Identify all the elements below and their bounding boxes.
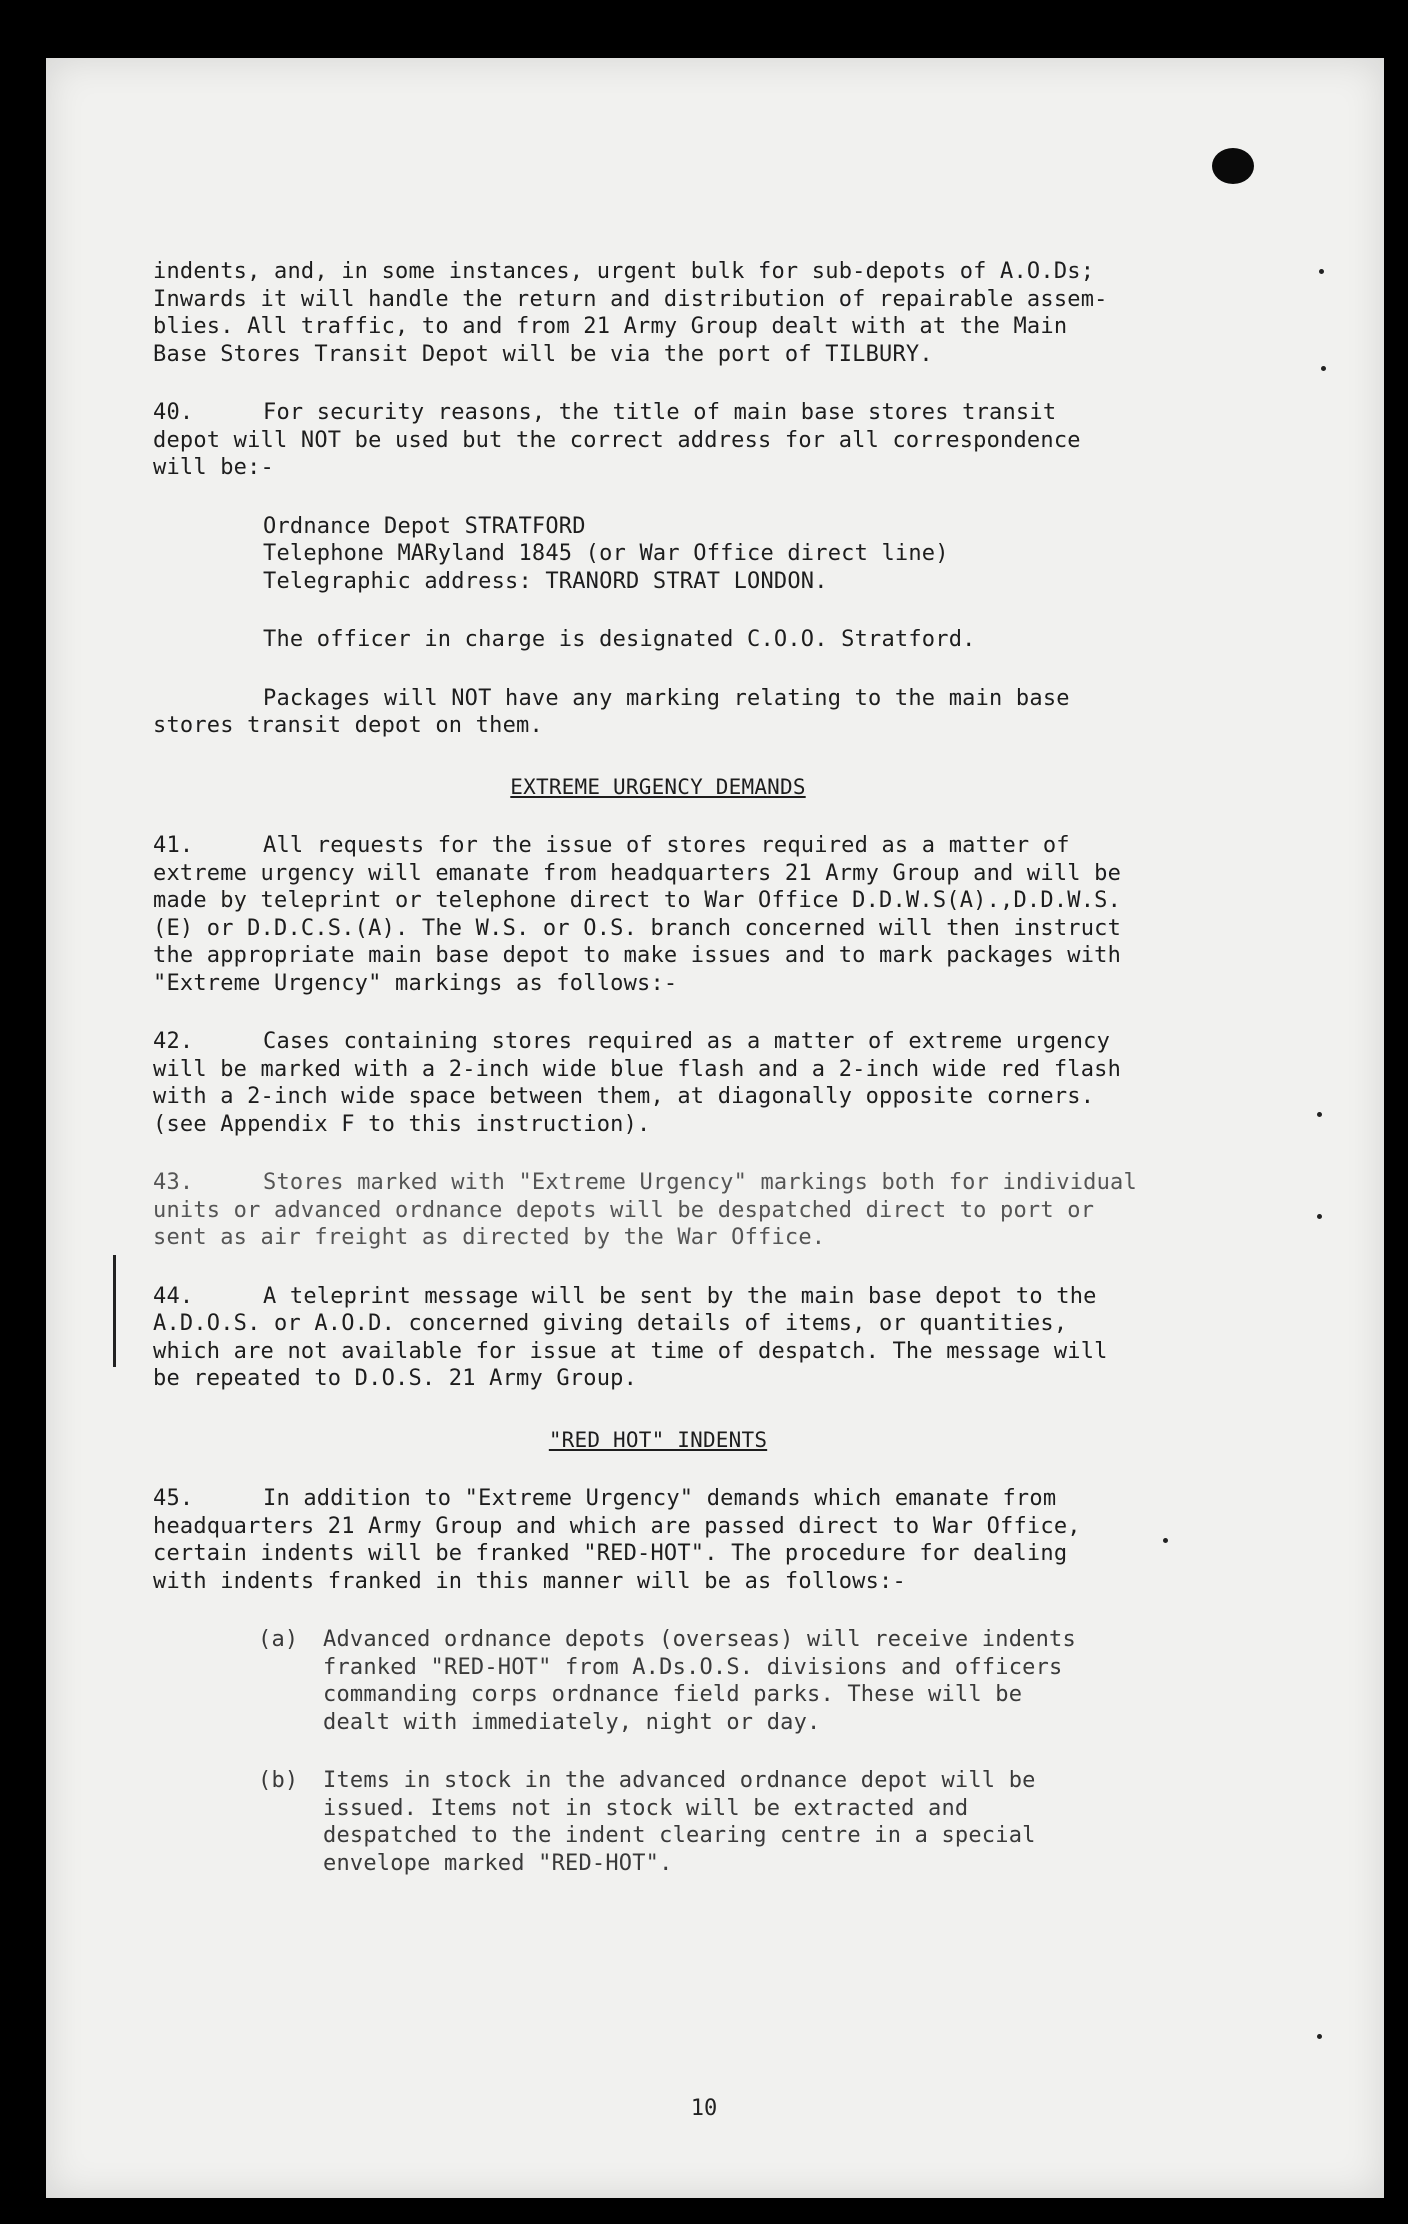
text-line: (E) or D.D.C.S.(A). The W.S. or O.S. branch concerned will then instruct [153, 915, 1122, 941]
packages-note [153, 685, 1163, 740]
paragraph-44 [153, 1283, 1163, 1393]
text-line: commanding corps ordnance field parks. These will be [323, 1682, 1023, 1707]
paragraph-number: 43. [153, 1170, 194, 1195]
text-line: made by teleprint or telephone direct to War Office D.D.W.S(A).,D.D.W.S. [153, 888, 1122, 913]
text-line: "Extreme Urgency" markings as follows:- [153, 970, 678, 996]
margin-dot [1321, 366, 1326, 371]
margin-dot [1317, 1112, 1322, 1117]
text-line: In addition to "Extreme Urgency" demands which emanate from [263, 1486, 1057, 1511]
text-line: extreme urgency will emanate from headquarters 21 Army Group and will be [153, 860, 1122, 886]
text-line: sent as air freight as directed by the War Office. [153, 1225, 826, 1250]
section-heading-extreme-urgency: EXTREME URGENCY DEMANDS [510, 774, 806, 799]
text-line: Items in stock in the advanced ordnance depot will be [323, 1768, 1036, 1793]
text-line: Cases containing stores required as a matter of extreme urgency [263, 1029, 1111, 1054]
margin-revision-bar [113, 1255, 116, 1367]
address-block [153, 513, 1163, 596]
margin-dot [1319, 269, 1324, 274]
text-line: Base Stores Transit Depot will be via the port of TILBURY. [153, 341, 933, 367]
paragraph-number: 44. [153, 1283, 194, 1309]
text-line: depot will NOT be used but the correct address for all correspondence [153, 427, 1081, 453]
paragraph-40 [153, 399, 1163, 482]
address-line: Telegraphic address: TRANORD STRAT LONDON. [263, 568, 828, 594]
text-line: (see Appendix F to this instruction). [153, 1111, 651, 1137]
text-line: issued. Items not in stock will be extracted and [323, 1795, 969, 1821]
text-line: dealt with immediately, night or day. [323, 1709, 821, 1735]
text-line: headquarters 21 Army Group and which are passed direct to War Office, [153, 1513, 1081, 1539]
text-line: will be:- [153, 455, 275, 480]
subparagraph-a [153, 1626, 1163, 1736]
text-line: will be marked with a 2-inch wide blue flash and a 2-inch wide red flash [153, 1056, 1122, 1082]
margin-dot [1317, 1214, 1322, 1219]
text-line: Packages will NOT have any marking relating to the main base [263, 685, 1070, 711]
subparagraph-letter: (a) [258, 1627, 299, 1652]
text-line: the appropriate main base depot to make issues and to mark packages with [153, 943, 1122, 968]
paragraph-45 [153, 1485, 1163, 1595]
text-line: with a 2-inch wide space between them, at diagonally opposite corners. [153, 1084, 1095, 1109]
paragraph-number: 41. [153, 833, 194, 858]
text-line: blies. All traffic, to and from 21 Army Group dealt with at the Main [153, 314, 1068, 339]
text-line: be repeated to D.O.S. 21 Army Group. [153, 1366, 638, 1391]
text-line: Inwards it will handle the return and distribution of repairable assem- [153, 286, 1108, 312]
document-body [153, 258, 1163, 1877]
text-line: A.D.O.S. or A.O.D. concerned giving details of items, or quantities, [153, 1311, 1068, 1336]
text-line: Stores marked with "Extreme Urgency" markings both for individual [263, 1170, 1137, 1195]
text-line: Advanced ordnance depots (overseas) will receive indents [323, 1627, 1076, 1652]
paragraph-number: 45. [153, 1486, 194, 1511]
text-line: stores transit depot on them. [153, 713, 543, 738]
paragraph-43 [153, 1169, 1163, 1252]
text-line: indents, and, in some instances, urgent bulk for sub-depots of A.O.Ds; [153, 259, 1095, 284]
address-line: Ordnance Depot STRATFORD [263, 513, 586, 539]
section-heading-red-hot-indents: "RED HOT" INDENTS [548, 1427, 768, 1452]
subparagraph-b [153, 1767, 1163, 1877]
subparagraph-letter: (b) [258, 1768, 299, 1793]
paragraph-41 [153, 832, 1163, 997]
officer-line: The officer in charge is designated C.O.O. Stratford. [263, 627, 976, 652]
paragraph-42 [153, 1028, 1163, 1138]
text-line: franked "RED-HOT" from A.Ds.O.S. divisions and officers [323, 1654, 1063, 1680]
punch-hole [1212, 148, 1254, 184]
text-line: All requests for the issue of stores required as a matter of [263, 833, 1070, 858]
margin-dot [1163, 1538, 1168, 1543]
paragraph-number: 40. [153, 400, 194, 425]
paragraph-number: 42. [153, 1029, 194, 1054]
margin-dot [1317, 2034, 1322, 2039]
text-line: with indents franked in this manner will be as follows:- [153, 1568, 906, 1594]
text-line: envelope marked "RED-HOT". [323, 1850, 673, 1876]
text-line: A teleprint message will be sent by the main base depot to the [263, 1283, 1097, 1309]
text-line: which are not available for issue at time of despatch. The message will [153, 1338, 1108, 1364]
text-line: despatched to the indent clearing centre in a special [323, 1823, 1036, 1848]
text-line: units or advanced ordnance depots will be despatched direct to port or [153, 1197, 1095, 1223]
page-number: 10 [690, 2096, 718, 2121]
text-line: For security reasons, the title of main base stores transit [263, 400, 1057, 425]
address-line: Telephone MARyland 1845 (or War Office direct line) [263, 541, 949, 566]
text-line: certain indents will be franked "RED-HOT". The procedure for dealing [153, 1541, 1068, 1566]
